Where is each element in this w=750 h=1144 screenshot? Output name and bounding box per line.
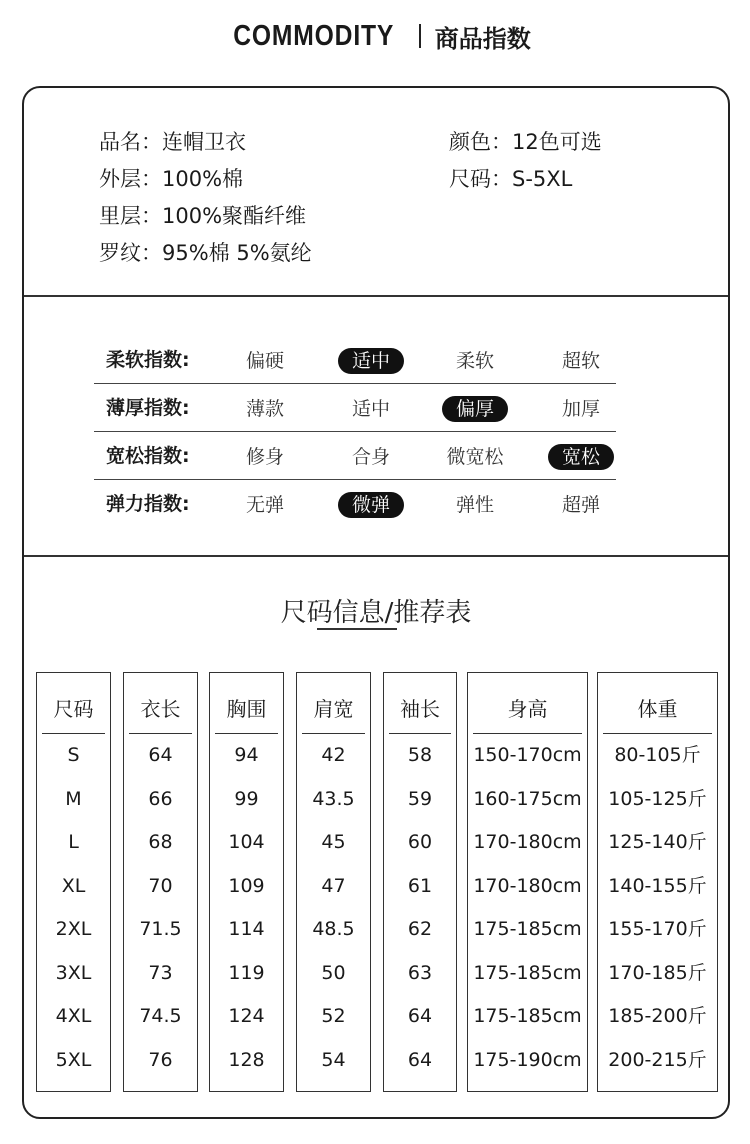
product-info-right xyxy=(449,124,602,198)
page-header xyxy=(0,14,750,58)
index-option: 薄款 xyxy=(245,398,284,420)
table-cell: L xyxy=(68,831,79,853)
index-option: 加厚 xyxy=(561,398,600,420)
column-header: 肩宽 xyxy=(302,673,365,734)
size-table-column xyxy=(123,672,198,1092)
table-cell: 4XL xyxy=(55,1005,92,1027)
table-cell: 200-215斤 xyxy=(608,1048,707,1071)
section-divider xyxy=(24,555,728,557)
index-divider xyxy=(94,383,616,384)
header-title-en: COMMODITY xyxy=(233,19,395,52)
table-cell: XL xyxy=(61,874,86,897)
table-cell: 52 xyxy=(321,1005,346,1027)
table-cell: 70 xyxy=(148,874,173,897)
table-cell: 109 xyxy=(228,874,265,897)
section-divider xyxy=(24,295,728,297)
column-header: 袖长 xyxy=(389,673,451,734)
size-table-column xyxy=(296,672,371,1092)
table-cell: 61 xyxy=(407,874,433,897)
table-cell: 160-175cm xyxy=(473,787,582,810)
table-cell: 124 xyxy=(228,1005,265,1027)
table-cell: M xyxy=(65,787,82,810)
table-cell: 74.5 xyxy=(139,1005,182,1027)
table-cell: 5XL xyxy=(55,1048,92,1071)
table-cell: 64 xyxy=(407,1048,433,1071)
index-option: 柔软 xyxy=(455,350,494,372)
size-table-column xyxy=(209,672,284,1092)
size-table-title: 尺码信息/推荐表 xyxy=(280,598,472,628)
product-info-left xyxy=(99,124,312,272)
table-cell: 64 xyxy=(407,1005,433,1027)
index-option: 修身 xyxy=(245,446,284,468)
table-cell: 3XL xyxy=(55,961,92,984)
table-cell: 64 xyxy=(148,744,173,766)
table-cell: 60 xyxy=(407,831,433,853)
index-row-softness: 柔软指数: 偏硬 适中 柔软 超软 xyxy=(94,337,616,384)
table-cell: 170-185斤 xyxy=(608,961,707,984)
column-header: 身高 xyxy=(473,673,582,734)
index-divider xyxy=(94,479,616,480)
table-cell: 125-140斤 xyxy=(608,831,707,853)
index-option-selected: 偏厚 xyxy=(442,396,508,422)
table-cell: 114 xyxy=(228,918,265,940)
index-option: 无弹 xyxy=(245,494,284,516)
header-separator xyxy=(419,24,421,48)
index-option-selected: 微弹 xyxy=(338,492,404,518)
column-header: 胸围 xyxy=(215,673,278,734)
table-cell: 59 xyxy=(407,787,433,810)
index-option: 合身 xyxy=(351,446,390,468)
table-cell: 94 xyxy=(234,744,259,766)
table-cell: 42 xyxy=(321,744,346,766)
table-cell: 68 xyxy=(148,831,173,853)
column-header: 衣长 xyxy=(129,673,192,734)
table-cell: 170-180cm xyxy=(473,874,582,897)
table-cell: 175-185cm xyxy=(473,961,582,984)
table-cell: 48.5 xyxy=(312,918,355,940)
table-cell: 2XL xyxy=(55,918,92,940)
table-cell: 140-155斤 xyxy=(608,874,707,897)
table-cell: 43.5 xyxy=(312,787,355,810)
column-header: 尺码 xyxy=(42,673,105,734)
index-option: 微宽松 xyxy=(446,446,504,468)
table-cell: 76 xyxy=(148,1048,173,1071)
table-cell: 54 xyxy=(321,1048,346,1071)
table-cell: S xyxy=(67,744,80,766)
index-option-selected: 适中 xyxy=(338,348,404,374)
table-cell: 104 xyxy=(228,831,265,853)
index-option: 弹性 xyxy=(455,494,494,516)
title-underline xyxy=(317,628,397,630)
size-table-column xyxy=(467,672,588,1092)
table-cell: 105-125斤 xyxy=(608,787,707,810)
index-option-selected: 宽松 xyxy=(548,444,614,470)
table-cell: 175-190cm xyxy=(473,1048,582,1071)
table-cell: 175-185cm xyxy=(473,918,582,940)
column-header: 体重 xyxy=(603,673,712,734)
info-row: 里层：100%聚酯纤维 xyxy=(99,204,307,228)
index-row-elasticity: 弹力指数: 无弹 微弹 弹性 超弹 xyxy=(94,481,616,528)
info-row: 颜色：12色可选 xyxy=(449,130,602,154)
info-row: 品名：连帽卫衣 xyxy=(99,130,246,154)
table-cell: 58 xyxy=(407,744,433,766)
size-table-column xyxy=(597,672,718,1092)
table-cell: 119 xyxy=(228,961,265,984)
table-cell: 185-200斤 xyxy=(608,1005,707,1027)
table-cell: 47 xyxy=(321,874,346,897)
table-cell: 45 xyxy=(321,831,346,853)
info-row: 尺码：S-5XL xyxy=(449,167,573,191)
index-option: 适中 xyxy=(351,398,390,420)
table-cell: 71.5 xyxy=(139,918,182,940)
table-cell: 99 xyxy=(234,787,259,810)
table-cell: 150-170cm xyxy=(473,744,582,766)
header-title-cn: 商品指数 xyxy=(434,24,531,53)
table-cell: 128 xyxy=(228,1048,265,1071)
index-row-thickness: 薄厚指数: 薄款 适中 偏厚 加厚 xyxy=(94,385,616,432)
index-option: 超软 xyxy=(561,350,600,372)
table-cell: 63 xyxy=(407,961,433,984)
info-row: 罗纹：95%棉 5%氨纶 xyxy=(99,241,312,265)
index-divider xyxy=(94,431,616,432)
table-cell: 175-185cm xyxy=(473,1005,582,1027)
index-option: 超弹 xyxy=(561,494,600,516)
table-cell: 73 xyxy=(148,961,173,984)
index-option: 偏硬 xyxy=(245,350,284,372)
table-cell: 170-180cm xyxy=(473,831,582,853)
product-card xyxy=(22,86,730,1119)
index-row-looseness: 宽松指数: 修身 合身 微宽松 宽松 xyxy=(94,433,616,480)
size-table-column xyxy=(383,672,457,1092)
table-cell: 62 xyxy=(407,918,433,940)
size-table-column xyxy=(36,672,111,1092)
table-cell: 50 xyxy=(321,961,346,984)
table-cell: 66 xyxy=(148,787,173,810)
table-cell: 155-170斤 xyxy=(608,918,707,940)
info-row: 外层：100%棉 xyxy=(99,167,244,191)
table-cell: 80-105斤 xyxy=(614,744,701,766)
